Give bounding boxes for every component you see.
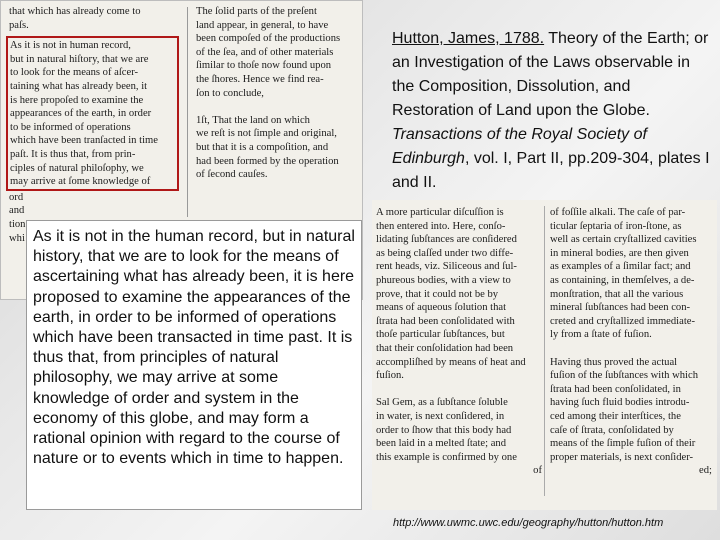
scan-line: ord — [9, 191, 24, 203]
scan-line: tion — [9, 218, 26, 230]
scan-right-column — [550, 206, 712, 478]
scan-line: to look for the means of aſcer- — [10, 67, 139, 79]
scan-left-column — [9, 5, 179, 245]
scan-line: Sal Gem, as a ſubſtance ſoluble — [376, 397, 508, 409]
scan-line: as examples of a ſimilar fact; and — [550, 261, 691, 273]
scan-line: lidating ſubſtances are conſidered — [376, 234, 517, 246]
scan-line: A more particular diſcuſſion is — [376, 207, 504, 218]
scan-line: Having thus proved the actual — [550, 356, 678, 368]
scan-line: whi — [9, 232, 25, 244]
scan-line: may arrive at ſome knowledge of — [10, 176, 151, 188]
citation-author: Hutton, James, 1788. — [392, 30, 545, 47]
scan-line: mineral ſubſtances had been con- — [550, 302, 691, 314]
scan-line: taining what has already been, it — [10, 80, 148, 92]
scan-line: in water, is next conſidered, in — [376, 410, 505, 422]
scan-line: fuſion. — [376, 370, 404, 382]
scan-line: paſt. It is thus that, from prin- — [10, 148, 136, 160]
scan-line: ly from a ſtate of fuſion. — [550, 329, 652, 341]
scan-line: paſs. — [9, 19, 29, 31]
scan-right-column — [196, 5, 356, 182]
scan-line: As it is not in human record, — [10, 40, 131, 52]
scan-line: order to ſhow that this body had — [376, 424, 512, 436]
scan-line: of — [533, 465, 542, 477]
scan-line: of the ſea, and of other materials — [196, 46, 334, 58]
scan-line: land appear, in general, to have — [196, 19, 329, 31]
scan-line — [376, 383, 542, 397]
scan-line: creted and cryſtallized immediate- — [550, 315, 696, 327]
scan-line: ced among their interſtices, the — [550, 410, 681, 422]
scan-line: having ſuch fluid bodies introdu- — [550, 397, 690, 409]
scan-line: as being claſſed under two diffe- — [376, 247, 514, 259]
scan-line — [196, 100, 356, 114]
citation — [392, 27, 712, 195]
scan-line: ticular ſeptaria of iron-ſtone, as — [550, 220, 682, 232]
scan-line: caſe of ſtrata, conſolidated by — [550, 424, 674, 436]
scan-line: accompliſhed by means of heat and — [376, 356, 526, 368]
scan-line: had been formed by the operation — [196, 155, 339, 167]
scan-line: to be informed of operations — [10, 121, 131, 133]
scan-line: this example is confirmed by one — [376, 451, 517, 463]
scan-line: been compoſed of the productions — [196, 33, 341, 45]
scan-line: rent heads, viz. Siliceous and ſul- — [376, 261, 517, 273]
scan-line: as containing, in themſelves, a de- — [550, 274, 695, 286]
scan-line: which have been tranſacted in time — [10, 135, 158, 147]
scan-line: is here propoſed to examine the — [10, 94, 144, 106]
scan-line: that which has already come to — [9, 6, 141, 17]
scan-line: then entered into. Here, conſo- — [376, 220, 506, 232]
scan-line: in mineral bodies, are then given — [550, 247, 689, 259]
scan-line: 1ſt, That the land on which — [196, 114, 310, 126]
scan-left-top-lines — [9, 5, 179, 32]
scan-line: but in natural hiſtory, that we are — [10, 53, 149, 65]
scan-line: phureous bodies, with a view to — [376, 274, 511, 286]
scan-line: that their conſolidation had been — [376, 342, 514, 354]
citation-pages: , vol. I, Part II, pp.209-304, plates I and II. — [392, 150, 710, 191]
column-divider — [187, 7, 188, 217]
scan-line: but that it is a compoſition, and — [196, 141, 329, 153]
scan-line: The ſolid parts of the preſent — [196, 6, 317, 17]
scan-line: thoſe particular ſubſtances, but — [376, 329, 505, 341]
highlighted-passage — [6, 36, 179, 191]
scan-line: we reſt is not ſimple and original, — [196, 128, 337, 140]
scan-line: ed; — [699, 465, 712, 477]
scan-line: means of aqueous ſolution that — [376, 302, 507, 314]
scan-line: the ſhores. Hence we find rea- — [196, 73, 324, 85]
citation-title: Theory of the Earth; or an Investigation of the Laws observable in the Composition, Dissolution, and Restoration of Land upon the Globe. — [392, 30, 709, 119]
scan-line: ciples of natural philoſophy, we — [10, 162, 144, 174]
scan-line: prove, that it could not be by — [376, 288, 499, 300]
scan-line: ſtrata had been conſolidated with — [376, 315, 515, 327]
scan-line: and — [9, 205, 25, 217]
scan-line: been laid in a melted ſtate; and — [376, 438, 507, 450]
scan-line: fuſion of the ſubſtances with which — [550, 370, 698, 382]
scan-line: proper materials, is next conſider- — [550, 451, 694, 463]
scanned-page-right — [372, 200, 717, 510]
citation-journal: Transactions of the Royal Society of Edinburgh — [392, 126, 647, 167]
scan-line: means of the ſimple fuſion of their — [550, 438, 696, 450]
quote-text: As it is not in the human record, but in natural history, that we are to look for the means of ascertaining what has already been, it is here proposed to examine the appearances of the earth, in order to be informed of operations which have been transacted in time past. It is thus that, from principles of natural philosophy, we may arrive at some knowledge of order and system in the economy of this globe, and may form a rational opinion with regard to the course of nature or to events which in time to happen. — [33, 228, 355, 468]
quote-box — [26, 220, 362, 510]
scan-line: of foſſile alkali. The caſe of par- — [550, 207, 686, 218]
scan-left-column — [376, 206, 542, 478]
scan-line: ſtrata had been conſolidated, in — [550, 383, 681, 395]
source-url[interactable]: http://www.uwmc.uwc.edu/geography/hutton/hutton.htm — [393, 517, 664, 529]
scan-line: monſtration, that all the various — [550, 288, 684, 300]
column-divider — [544, 206, 545, 496]
scan-line: ſimilar to thoſe now found upon — [196, 60, 332, 72]
scan-line: appearances of the earth, in order — [10, 108, 152, 120]
scan-line: of ſecond cauſes. — [196, 169, 268, 181]
scan-line — [550, 342, 712, 356]
scan-line: well as certain cryſtallized cavities — [550, 234, 697, 246]
scan-line: ſon to conclude, — [196, 87, 264, 99]
